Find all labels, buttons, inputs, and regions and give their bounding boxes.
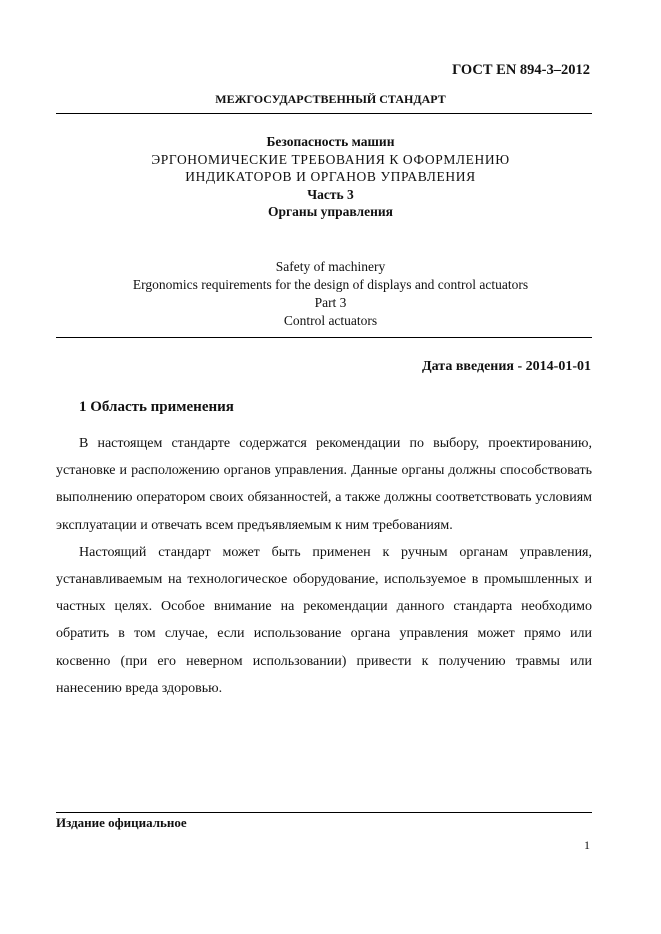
- paragraph-2: Настоящий стандарт может быть применен к ручным органам управления, устанавливаемым на технологическое оборудование, используемое в промышленных и частных целях. Особое внимание на рекомендации данного стандарта необходимо обратить в том случае, если использование органа управления может прямо или косвенно (при его неверном использовании) привести к получению травмы или нанесению вреда здоровью.: [56, 544, 592, 696]
- page-number: 1: [584, 838, 590, 852]
- title-ru-subtitle: Органы управления: [268, 204, 393, 219]
- header-divider: [56, 113, 592, 114]
- title-ru-line-2: ЭРГОНОМИЧЕСКИЕ ТРЕБОВАНИЯ К ОФОРМЛЕНИЮ: [151, 151, 510, 167]
- title-en-line-2: Ergonomics requirements for the design of displays and control actuators: [132, 277, 529, 292]
- title-divider: [56, 337, 592, 338]
- title-en-part: Part 3: [314, 295, 347, 310]
- title-ru-line-1: Безопасность машин: [266, 134, 395, 149]
- footer-divider: [56, 812, 592, 813]
- russian-title-block: [0, 133, 661, 221]
- document-code: ГОСТ EN 894-3–2012: [452, 62, 590, 78]
- title-en-line-1: Safety of machinery: [275, 259, 386, 274]
- edition-label: Издание официальное: [56, 815, 187, 830]
- section-body: [56, 430, 592, 702]
- section-heading: 1 Область применения: [79, 399, 234, 415]
- title-en-subtitle: Control actuators: [283, 313, 378, 328]
- title-ru-part: Часть 3: [307, 186, 354, 202]
- interstate-standard-label: МЕЖГОСУДАРСТВЕННЫЙ СТАНДАРТ: [215, 92, 446, 106]
- introduction-date: Дата введения - 2014-01-01: [422, 359, 591, 374]
- english-title-block: [0, 258, 661, 330]
- title-ru-line-3: ИНДИКАТОРОВ И ОРГАНОВ УПРАВЛЕНИЯ: [185, 169, 476, 184]
- paragraph-1: В настоящем стандарте содержатся рекомендации по выбору, проектированию, установке и расположению органов управления. Данные органы должны способствовать выполнению оператором своих обязанностей, а также должны соответствовать условиям эксплуатации и отвечать всем предъявляемым к ним требованиям.: [56, 436, 592, 533]
